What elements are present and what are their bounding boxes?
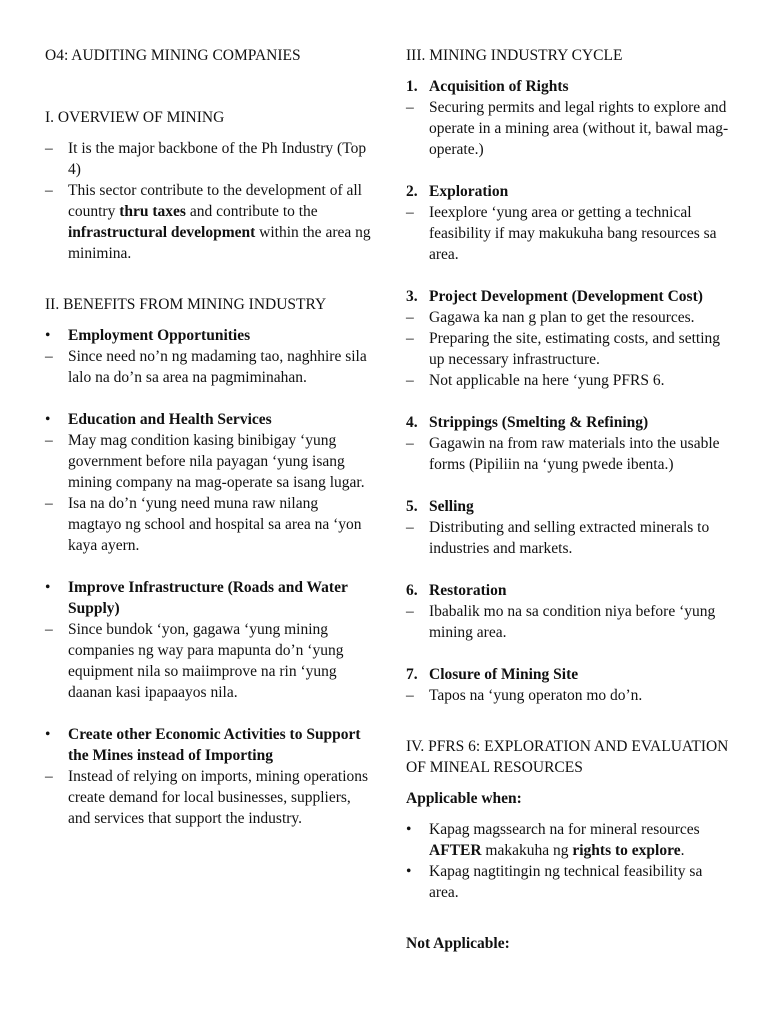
list-item-text: Distributing and selling extracted minerals to industries and markets. — [429, 519, 710, 557]
benefit-title: • Employment Opportunities — [45, 327, 251, 344]
step-number: 2. — [406, 183, 418, 200]
list-item-text: May mag condition kasing binibigay ‘yung government before nila payagan ‘yung isang mining company na mag-operate sa isang lugar. — [68, 432, 365, 491]
dash-marker: – — [406, 330, 414, 347]
list-item — [406, 685, 731, 706]
step-title: 5. Selling — [406, 498, 474, 515]
dash-marker: – — [406, 204, 414, 221]
list-item — [45, 619, 375, 703]
list-item-text: Gagawa ka nan g plan to get the resources. — [429, 309, 695, 326]
dash-marker: – — [406, 99, 414, 116]
dash-marker: – — [45, 768, 53, 785]
dash-marker: – — [45, 495, 53, 512]
list-item — [406, 370, 731, 391]
cycle-step — [406, 76, 731, 160]
list-item — [45, 493, 375, 556]
step-number: 7. — [406, 666, 418, 683]
benefit-title: • Create other Economic Activities to Support the Mines instead of Importing — [45, 726, 361, 764]
cycle-step — [406, 412, 731, 475]
dash-marker: – — [406, 309, 414, 326]
list-item-text: Preparing the site, estimating costs, and setting up necessary infrastructure. — [429, 330, 721, 368]
list-item — [406, 202, 731, 265]
list-item-text: Gagawin na from raw materials into the usable forms (Pipiliin na ‘yung pwede ibenta.) — [429, 435, 720, 473]
cycle-step — [406, 664, 731, 706]
step-title: 4. Strippings (Smelting & Refining) — [406, 414, 649, 431]
dash-marker: – — [45, 621, 53, 638]
list-item-text: Isa na do’n ‘yung need muna raw nilang magtayo ng school and hospital sa area na ‘yon kaya ayern. — [68, 495, 362, 554]
dash-marker: – — [45, 348, 53, 365]
section-heading-pfrs6: IV. PFRS 6: EXPLORATION AND EVALUATION OF MINEAL RESOURCES — [406, 738, 729, 776]
step-title: 6. Restoration — [406, 582, 507, 599]
benefit-block — [45, 724, 375, 829]
step-number: 1. — [406, 78, 418, 95]
step-title: 2. Exploration — [406, 183, 509, 200]
section-heading-overview: I. OVERVIEW OF MINING — [45, 109, 225, 126]
bullet-marker: • — [406, 821, 412, 838]
step-number: 6. — [406, 582, 418, 599]
section-heading-benefits: II. BENEFITS FROM MINING INDUSTRY — [45, 296, 327, 313]
left-column — [45, 45, 375, 829]
step-number: 4. — [406, 414, 418, 431]
bullet-marker: • — [45, 411, 51, 428]
step-title: 7. Closure of Mining Site — [406, 666, 579, 683]
step-title: 1. Acquisition of Rights — [406, 78, 569, 95]
right-column — [406, 45, 731, 954]
bullet-marker: • — [406, 863, 412, 880]
list-item — [45, 138, 375, 180]
dash-marker: – — [406, 603, 414, 620]
list-item — [45, 180, 375, 264]
applicable-label: Applicable when: — [406, 790, 522, 807]
list-item-text: Ibabalik mo na sa condition niya before ‘yung mining area. — [429, 603, 716, 641]
list-item-text: Since bundok ‘yon, gagawa ‘yung mining companies ng way para mapunta do’n ‘yung equipment nila so maiimprove na rin ‘yung daanan kasi ipapaayos nila. — [68, 621, 344, 701]
list-item — [45, 430, 375, 493]
benefit-title: • Education and Health Services — [45, 411, 272, 428]
list-item-text: Not applicable na here ‘yung PFRS 6. — [429, 372, 665, 389]
bullet-marker: • — [45, 327, 51, 344]
benefit-block — [45, 325, 375, 388]
list-item — [45, 766, 375, 829]
dash-marker: – — [406, 435, 414, 452]
document-title: O4: AUDITING MINING COMPANIES — [45, 47, 301, 64]
list-item — [406, 307, 731, 328]
cycle-step — [406, 496, 731, 559]
list-item-text: Since need no’n ng madaming tao, naghhire sila lalo na do’n sa area na pagmiminahan. — [68, 348, 367, 386]
list-item — [406, 328, 731, 370]
benefit-block — [45, 577, 375, 703]
list-item-text: Kapag magssearch na for mineral resources AFTER makakuha ng rights to explore. — [429, 821, 700, 859]
bullet-marker: • — [45, 726, 51, 743]
list-item-text: Tapos na ‘yung operaton mo do’n. — [429, 687, 643, 704]
step-title: 3. Project Development (Development Cost) — [406, 288, 703, 305]
list-item-text: Kapag nagtitingin ng technical feasibility sa area. — [429, 863, 703, 901]
list-item-text: This sector contribute to the development of all country thru taxes and contribute to the infrastructural development within the area ng minimina. — [68, 182, 371, 262]
bullet-marker: • — [45, 579, 51, 596]
applicable-list — [406, 819, 731, 903]
not-applicable-label: Not Applicable: — [406, 935, 510, 952]
list-item — [406, 517, 731, 559]
list-item — [406, 861, 731, 903]
overview-list — [45, 138, 375, 264]
list-item-text: Securing permits and legal rights to explore and operate in a mining area (without it, bawal mag-operate.) — [429, 99, 729, 158]
cycle-step — [406, 286, 731, 391]
cycle-step — [406, 181, 731, 265]
dash-marker: – — [406, 372, 414, 389]
list-item — [406, 433, 731, 475]
section-heading-cycle: III. MINING INDUSTRY CYCLE — [406, 47, 623, 64]
cycle-step — [406, 580, 731, 643]
dash-marker: – — [45, 140, 53, 157]
dash-marker: – — [45, 432, 53, 449]
dash-marker: – — [406, 519, 414, 536]
benefit-title: • Improve Infrastructure (Roads and Water Supply) — [45, 579, 348, 617]
step-number: 5. — [406, 498, 418, 515]
dash-marker: – — [406, 687, 414, 704]
list-item — [406, 97, 731, 160]
dash-marker: – — [45, 182, 53, 199]
list-item — [406, 601, 731, 643]
list-item — [45, 346, 375, 388]
list-item-text: Ieexplore ‘yung area or getting a technical feasibility if may makukuha bang resources sa area. — [429, 204, 717, 263]
list-item-text: It is the major backbone of the Ph Industry (Top 4) — [68, 140, 367, 178]
benefit-block — [45, 409, 375, 556]
step-number: 3. — [406, 288, 418, 305]
list-item-text: Instead of relying on imports, mining operations create demand for local businesses, suppliers, and services that support the industry. — [68, 768, 369, 827]
list-item — [406, 819, 731, 861]
